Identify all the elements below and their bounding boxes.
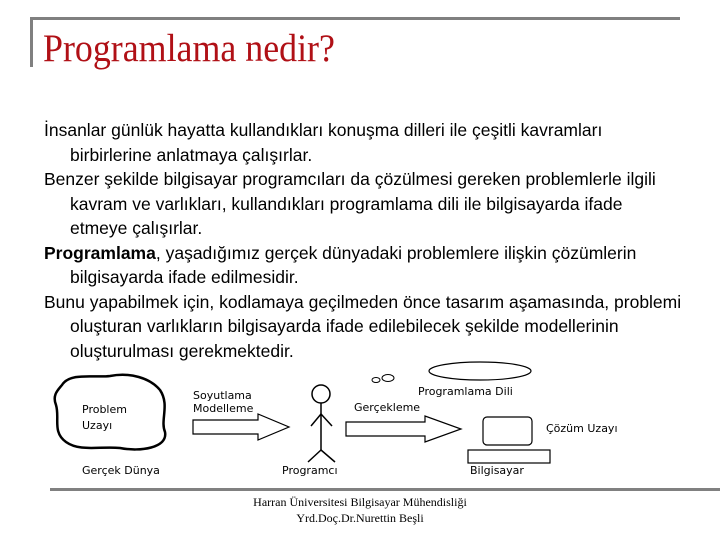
paragraph <box>44 241 684 290</box>
problem-label-2: Uzayı <box>82 419 113 432</box>
real-world-label: Gerçek Dünya <box>82 464 160 477</box>
programmer-figure <box>308 385 335 462</box>
footer-line-1: Harran Üniversitesi Bilgisayar Mühendisliği <box>253 495 467 509</box>
body-text <box>44 118 684 363</box>
paragraph-rest: , yaşadığımız gerçek dünyadaki problemlere ilişkin çözümlerin bilgisayarda ifade edilmesidir. <box>70 242 637 287</box>
computer-monitor <box>483 417 532 445</box>
title-frame-top <box>30 17 680 20</box>
arrow-abstraction <box>193 414 289 440</box>
footer-line-2: Yrd.Doç.Dr.Nurettin Beşli <box>296 511 424 525</box>
thought-bubble <box>429 362 531 380</box>
programming-diagram <box>0 355 720 480</box>
title-frame-left <box>30 17 33 67</box>
arrow-implementation <box>346 416 461 442</box>
paragraph: Benzer şekilde bilgisayar programcıları da çözülmesi gereken problemlerle ilgili kavram ve varlıkları, kullandıkları programlama dili ile bilgisayarda ifade etmeye çalışırlar. <box>44 169 656 238</box>
paragraph: Bunu yapabilmek için, kodlamaya geçilmeden önce tasarım aşamasında, problemi oluşturan varlıkların bilgisayarda ifade edilebilecek şekilde modellerinin oluşturulması gerekmektedir. <box>44 291 682 361</box>
solution-space-label: Çözüm Uzayı <box>546 422 618 435</box>
language-label: Programlama Dili <box>418 385 513 398</box>
abstraction-label-1: Soyutlama <box>193 389 252 402</box>
abstraction-label-2: Modelleme <box>193 402 254 415</box>
computer-label: Bilgisayar <box>470 464 524 477</box>
paragraph: İnsanlar günlük hayatta kullandıkları konuşma dilleri ile çeşitli kavramları birbirlerine anlatmaya çalışırlar. <box>44 120 603 165</box>
implementation-label: Gerçekleme <box>354 401 421 414</box>
bold-term: Programlama <box>44 242 156 263</box>
computer-keyboard <box>468 450 550 463</box>
footer-divider <box>50 488 720 491</box>
slide-title: Programlama nedir? <box>43 27 335 70</box>
programmer-label: Programcı <box>282 464 338 477</box>
problem-label-1: Problem <box>82 403 127 416</box>
